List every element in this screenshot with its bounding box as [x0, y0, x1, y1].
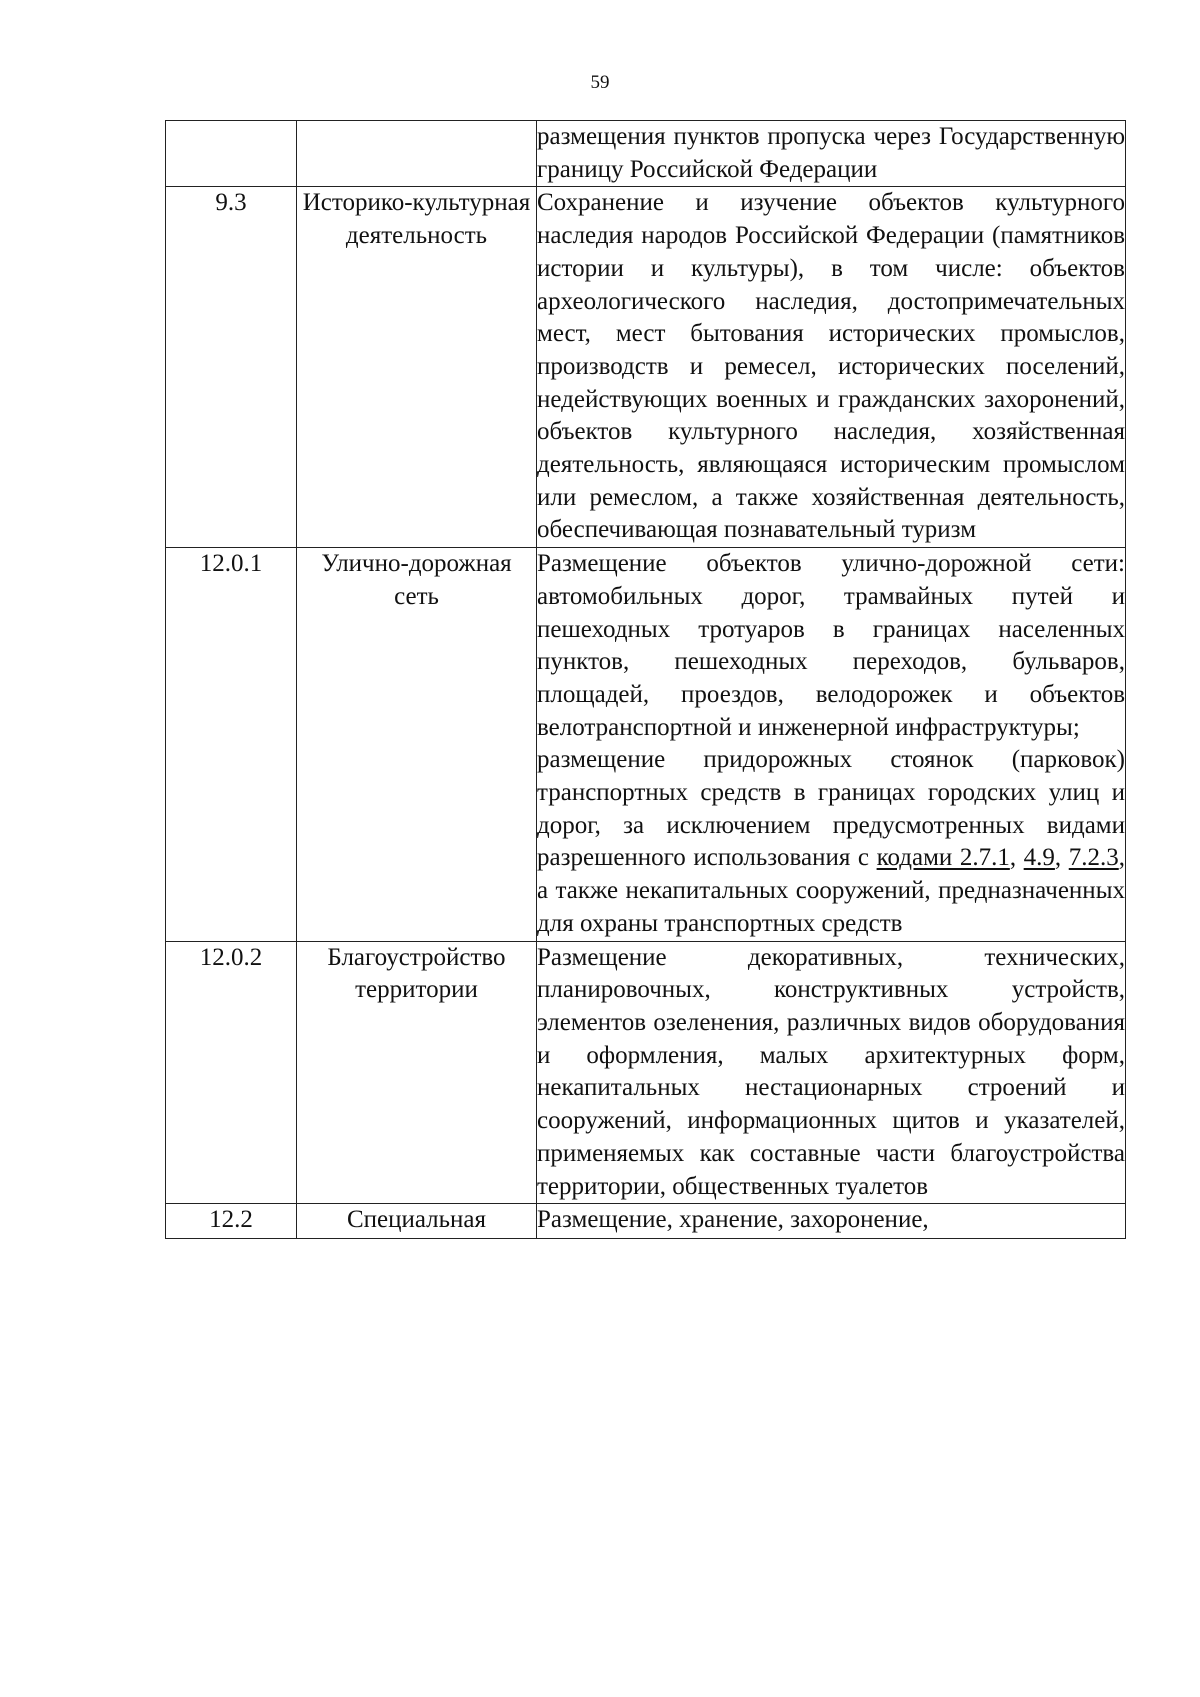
- description-paragraph-2: [537, 744, 1125, 940]
- description-text: Размещение декоративных, технических, планировочных, конструктивных устройств, элементов озеленения, различных видов оборудования и оформления, малых архитектурных форм, некапитальных нестационарных строений и сооружений, информационных щитов и указателей, применяемых как составные части благоустройства территории, общественных туалетов: [537, 943, 1125, 1200]
- name-cell: Специальная: [297, 1204, 537, 1239]
- name-cell: Историко-культурная деятельность: [297, 187, 537, 548]
- separator: ,: [1054, 844, 1069, 872]
- code-cell: 12.0.2: [166, 941, 297, 1204]
- code-cell: 9.3: [166, 187, 297, 548]
- description-cell: [537, 548, 1126, 941]
- page-number: 59: [590, 72, 610, 93]
- description-cell: [537, 1204, 1126, 1239]
- name-cell: Улично-дорожная сеть: [297, 548, 537, 941]
- table-row: [166, 1204, 1126, 1239]
- reference-link-4-9[interactable]: 4.9: [1023, 844, 1055, 872]
- description-text: Размещение, хранение, захоронение,: [537, 1206, 929, 1234]
- code-cell: 12.0.1: [166, 548, 297, 941]
- table-row: [166, 187, 1126, 548]
- description-text: размещения пунктов пропуска через Государственную границу Российской Федерации: [537, 123, 1125, 183]
- reference-link-7-2-3[interactable]: 7.2.3: [1068, 844, 1119, 872]
- name-cell: Благоустройство территории: [297, 941, 537, 1204]
- description-paragraph-1: Размещение объектов улично-дорожной сети: автомобильных дорог, трамвайных путей и пешеходных тротуаров в границах населенных пунктов, пешеходных переходов, бульваров, площадей, проездов, велодорожек и объектов велотранспортной и инженерной инфраструктуры;: [537, 550, 1125, 741]
- description-cell: [537, 187, 1126, 548]
- table-row: [166, 941, 1126, 1204]
- description-text: , а также некапитальных сооружений, предназначенных для охраны транспортных средств: [537, 844, 1125, 937]
- land-use-table: [165, 120, 1126, 1239]
- description-cell: [537, 121, 1126, 187]
- reference-link-2-7-1[interactable]: кодами 2.7.1: [876, 844, 1010, 872]
- description-cell: [537, 941, 1126, 1204]
- separator: ,: [1009, 844, 1024, 872]
- code-cell: 12.2: [166, 1204, 297, 1239]
- name-cell: [297, 121, 537, 187]
- table-row: [166, 548, 1126, 941]
- description-text: Сохранение и изучение объектов культурного наследия народов Российской Федерации (памятников истории и культуры), в том числе: объектов археологического наследия, достопримечательных мест, мест бытования исторических промыслов, производств и ремесел, исторических поселений, недействующих военных и гражданских захоронений, объектов культурного наследия, хозяйственная деятельность, являющаяся историческим промыслом или ремеслом, а также хозяйственная деятельность, обеспечивающая познавательный туризм: [537, 189, 1125, 544]
- table-row: [166, 121, 1126, 187]
- description-text: размещение придорожных стоянок (парковок) транспортных средств в границах городских улиц и дорог, за исключением предусмотренных видами разрешенного использования с: [537, 746, 1125, 872]
- code-cell: [166, 121, 297, 187]
